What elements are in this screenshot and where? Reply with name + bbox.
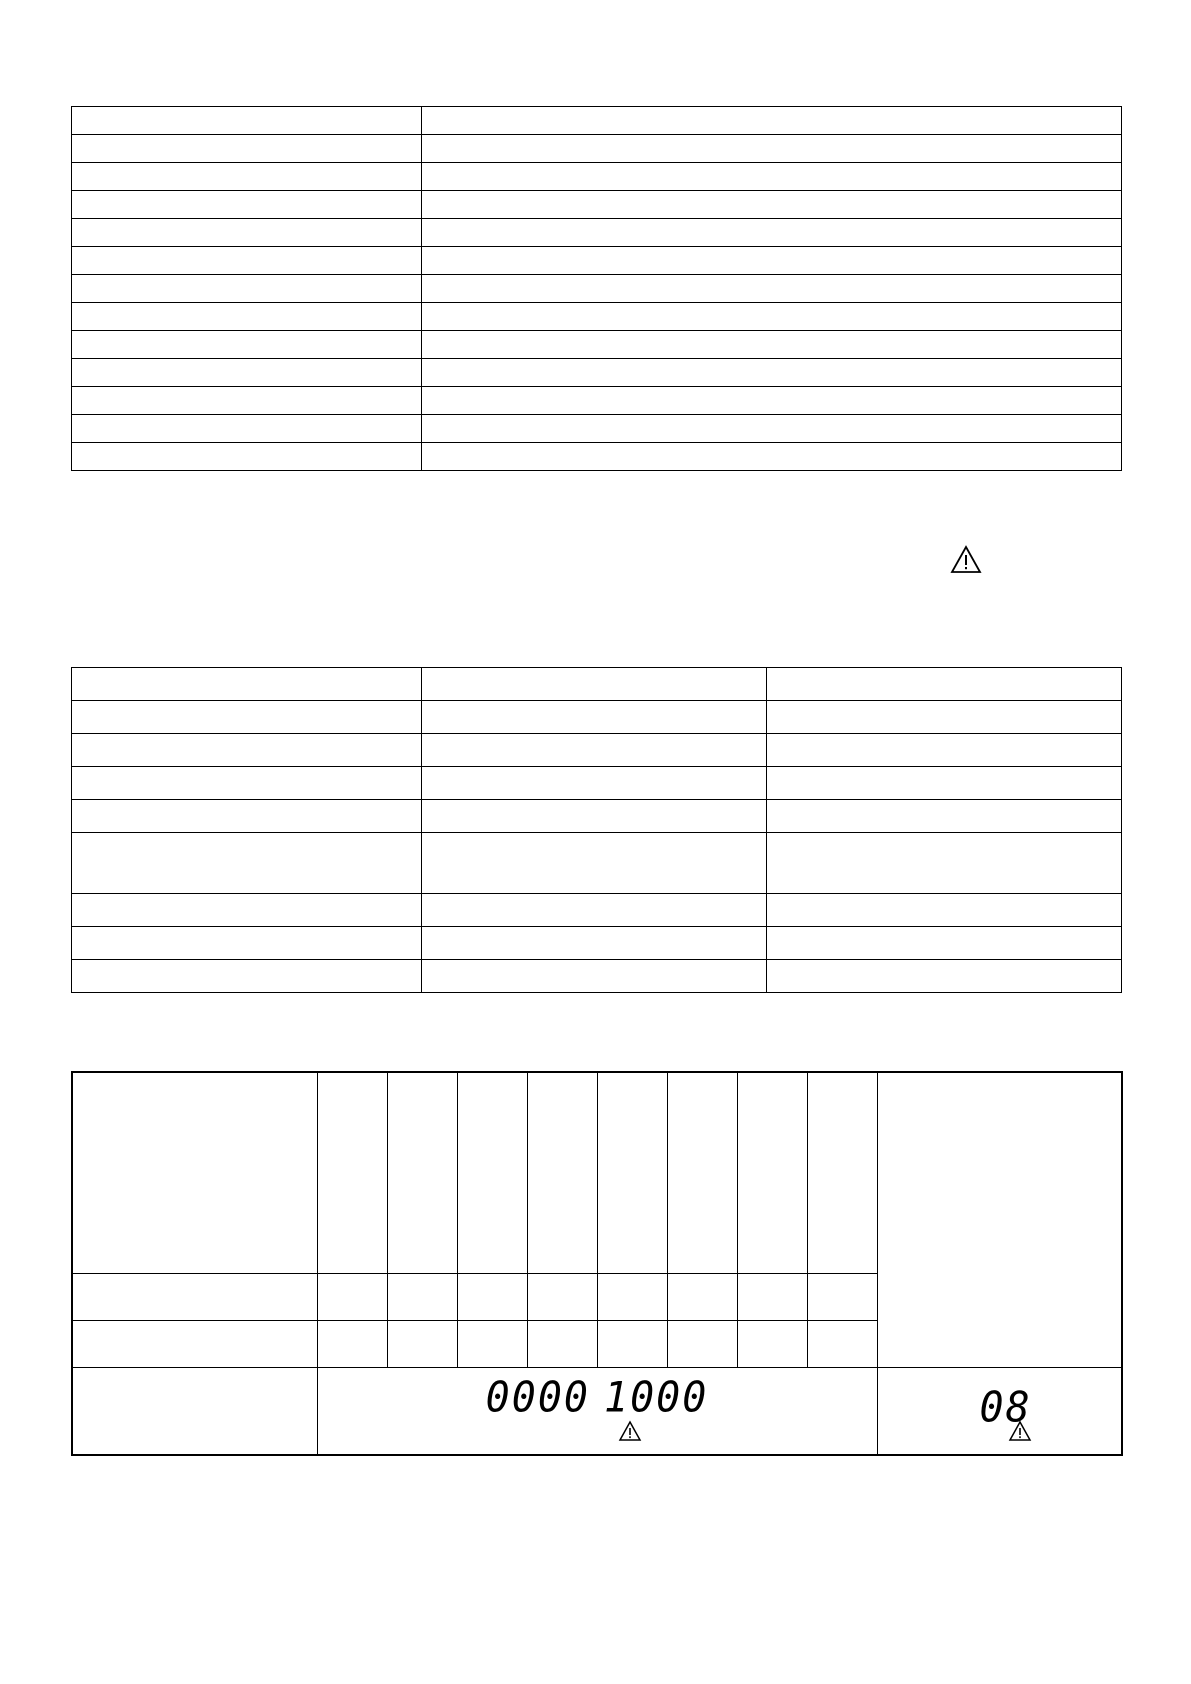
header-label-cell	[72, 1072, 317, 1274]
table-row	[72, 767, 1122, 800]
right-header-cell	[877, 1072, 1122, 1368]
table-row	[72, 359, 1122, 387]
bit-header-cell	[527, 1072, 597, 1274]
warning-triangle-icon	[950, 545, 982, 574]
table-row	[72, 191, 1122, 219]
table-row	[72, 668, 1122, 701]
table-row	[72, 800, 1122, 833]
table-row	[72, 960, 1122, 993]
bit-header-cell	[597, 1072, 667, 1274]
lcd-code-part2: 1000	[604, 1373, 709, 1423]
table-row	[72, 1072, 1122, 1274]
config-table	[71, 1071, 1123, 1456]
table-row	[72, 927, 1122, 960]
table-row	[72, 833, 1122, 894]
table-row	[72, 894, 1122, 927]
table-row	[72, 247, 1122, 275]
lcd-code-cell	[317, 1368, 877, 1456]
table-row	[72, 135, 1122, 163]
table-row	[72, 1368, 1122, 1456]
bit-header-cell	[807, 1072, 877, 1274]
bit-header-cell	[317, 1072, 387, 1274]
table-row	[72, 443, 1122, 471]
bit-header-cell	[387, 1072, 457, 1274]
display-label-cell	[72, 1368, 317, 1456]
spec-table-1	[71, 106, 1122, 471]
table-row	[72, 303, 1122, 331]
table-row	[72, 415, 1122, 443]
table-row	[72, 163, 1122, 191]
table-row	[72, 734, 1122, 767]
table-row	[72, 331, 1122, 359]
bit-header-cell	[667, 1072, 737, 1274]
warning-triangle-icon	[1008, 1420, 1032, 1442]
lcd-counter-display: 08	[979, 1383, 1032, 1433]
table-row	[72, 701, 1122, 734]
lcd-code-part1: 0000	[485, 1373, 590, 1423]
lcd-counter-cell	[877, 1368, 1122, 1456]
table-row	[72, 107, 1122, 135]
bit-header-cell	[457, 1072, 527, 1274]
table-row	[72, 387, 1122, 415]
table-row	[72, 219, 1122, 247]
table-row	[72, 275, 1122, 303]
lcd-code-display	[485, 1373, 709, 1423]
warning-triangle-icon	[618, 1420, 642, 1442]
spec-table-2	[71, 667, 1122, 993]
bit-header-cell	[737, 1072, 807, 1274]
